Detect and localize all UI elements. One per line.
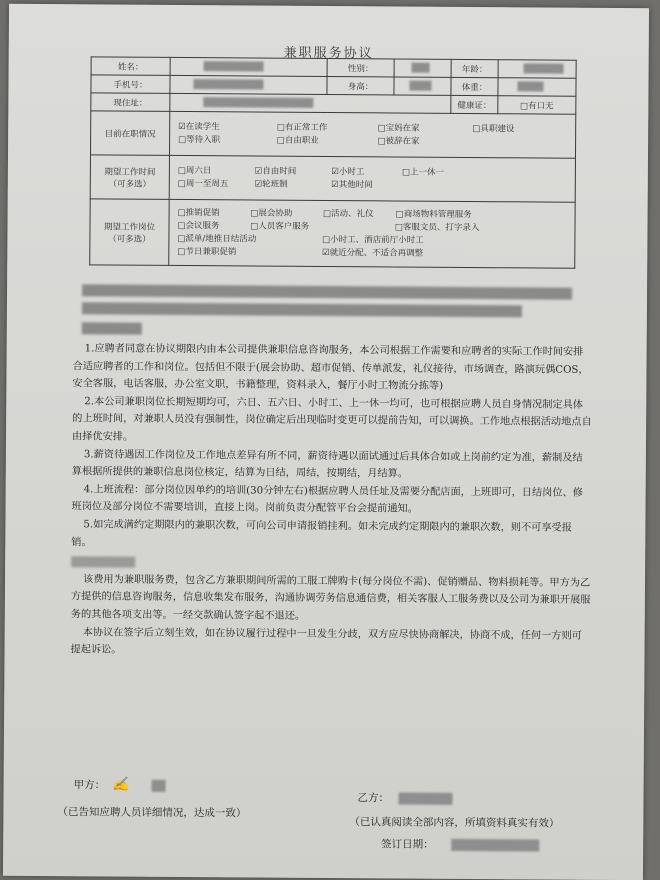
post-option: □展会协助: [250, 207, 293, 219]
age-value: [498, 60, 576, 79]
post-option: □推销促销: [177, 207, 220, 218]
party-b-note: （已认真阅读全部内容，所填资料真实有效）: [349, 816, 560, 830]
status-options: [169, 111, 575, 158]
party-a-block: [74, 776, 166, 793]
phone-value: [170, 75, 327, 94]
party-b-label: 乙方：: [357, 792, 390, 805]
clause-1: 1.应聘者同意在协议期限内由本公司提供兼职信息咨询服务，本公司根据工作需要和应聘者的实际工作时间安排合适应聘者的工作和岗位。包括但不限于(展会协助、超市促销、传单派发，礼仪接待，市场调查，路演玩偶COS，安全客服，电话客服，办公室文职，书籍整理，资料录入，餐厅小时工物流分拣等): [72, 343, 589, 393]
clause-2: 2.本公司兼职岗位长期短期均可，六日、五六日、小时工、上一休一均可，也可根据应聘人员自身情况制定具体的上班时间，对兼职人员没有强制性，岗位确定后出现临时变更可以提前告知，可以调换。工作地点根据活动地点自由择优安排。: [71, 396, 592, 443]
post-option: □客服文员、打字录入: [394, 221, 480, 233]
address-value: [170, 93, 451, 113]
post-label-line1: 期望工作岗位: [103, 221, 156, 233]
post-option: □商场物料管理服务: [395, 208, 472, 220]
weight-label: 体重：: [451, 77, 498, 95]
sign-date-block: [381, 836, 539, 852]
time-option: □上一休一: [401, 167, 445, 178]
post-option: □派单/地推日结活动: [177, 233, 257, 245]
time-option: ☑其他时间: [331, 179, 373, 190]
party-b-redaction: [398, 793, 452, 805]
time-option: ☑自由时间: [254, 165, 297, 177]
contract-body: [70, 340, 592, 662]
time-option: □周一至周五: [177, 178, 229, 189]
redacted-line: [82, 302, 522, 317]
redacted-heading: [71, 556, 135, 567]
party-a-note: （已告知应聘人员详细情况，达成一致）: [57, 806, 247, 820]
post-option: □活动、礼仪: [322, 208, 374, 219]
height-label: 身高：: [327, 76, 394, 94]
post-label: [90, 199, 169, 266]
status-option: □宝妈在家: [377, 122, 420, 134]
height-value: [394, 77, 451, 95]
time-label-line2: （可多选）: [108, 178, 152, 190]
time-option: □周六日: [177, 165, 212, 176]
weight-value: [498, 78, 576, 97]
post-options: [169, 199, 575, 268]
address-label: 现住址：: [91, 93, 170, 112]
party-a-signature: ✍: [112, 776, 130, 793]
time-option: ☑轮班制: [254, 178, 288, 190]
gender-label: 性别：: [327, 58, 394, 76]
clause-4: 4.上班流程：部分岗位因单约的培训(30分钟左右)根据应聘人员任址及需要分配店面，上班即可，日结岗位、修班岗位及部分岗位不需要培训，直接上岗。岗前负责分配管平台会提前通知。: [71, 484, 583, 515]
party-a-redaction: [151, 780, 165, 792]
phone-label: 手机号：: [91, 75, 170, 94]
name-label: 姓名：: [91, 57, 170, 76]
health-label: 健康证：: [451, 95, 498, 113]
redacted-section-heading: [82, 322, 142, 334]
document-title: 兼职服务协议: [283, 45, 374, 62]
status-option: □自由职业: [276, 135, 319, 146]
age-label: 年龄：: [451, 59, 498, 77]
sign-date-label: 签订日期：: [381, 838, 434, 851]
status-label: 目前在职情况: [90, 111, 169, 156]
status-option: ☑在读学生: [178, 121, 220, 132]
post-option: □小时工、酒店前厅小时工: [322, 234, 424, 246]
sign-date-redaction: [451, 839, 539, 852]
effect-paragraph: 本协议在签字后立刻生效，如在协议履行过程中一旦发生分歧，双方应尽快协商解决，协商不成，任何一方则可提起诉讼。: [70, 626, 582, 656]
post-option: □人员客户服务: [250, 220, 310, 232]
time-label-line1: 期望工作时间: [104, 166, 156, 178]
redacted-line: [82, 284, 572, 299]
fee-paragraph: 该费用为兼职服务费，包含乙方兼职期间所需的工服工牌购卡(每分岗位不需)、促销赠品、物料损耗等。甲方为乙方提供的信息咨询服务，信息收集发布服务，沟通协调劳务信息通信费，相关客服人工服务费以及公司为兼职开展服务的其他各项支出等。一经交款确认签字起不退还。: [70, 574, 591, 622]
health-value: □有口无: [498, 96, 576, 115]
post-option: □节日兼职促销: [177, 246, 237, 257]
contract-page: [3, 4, 649, 880]
post-option: ☑就近分配、不适合再调整: [321, 247, 424, 259]
time-options: [169, 155, 575, 202]
status-option: □有正常工作: [276, 122, 328, 133]
applicant-info-form: [89, 56, 576, 268]
time-label: [90, 155, 169, 200]
party-b-block: [357, 790, 452, 806]
clause-5: 5.如完成满约定期限内的兼职次数，可向公司申请报销挂利。如未完成约定期限内的兼职次数，则不可享受报销。: [71, 519, 572, 548]
status-option: □具职建设: [472, 123, 515, 134]
post-label-line2: （可多选）: [108, 233, 151, 245]
clause-3: 3.薪资待遇因工作岗位及工作地点差异有所不同，薪资待遇以面试通过后具体合如或上岗前约定为准，薪制及结算根据所提供的兼职信息岗位核定，结算为日结，周结，按期结，月结算。: [71, 448, 583, 480]
status-option: □等待入职: [178, 134, 221, 145]
name-value: [170, 57, 327, 76]
gender-value: [394, 59, 451, 77]
party-a-label: 甲方：: [73, 779, 106, 792]
post-option: □会议服务: [177, 220, 220, 231]
time-option: ☑小时工: [331, 166, 365, 177]
status-option: □被辞在家: [377, 135, 420, 147]
